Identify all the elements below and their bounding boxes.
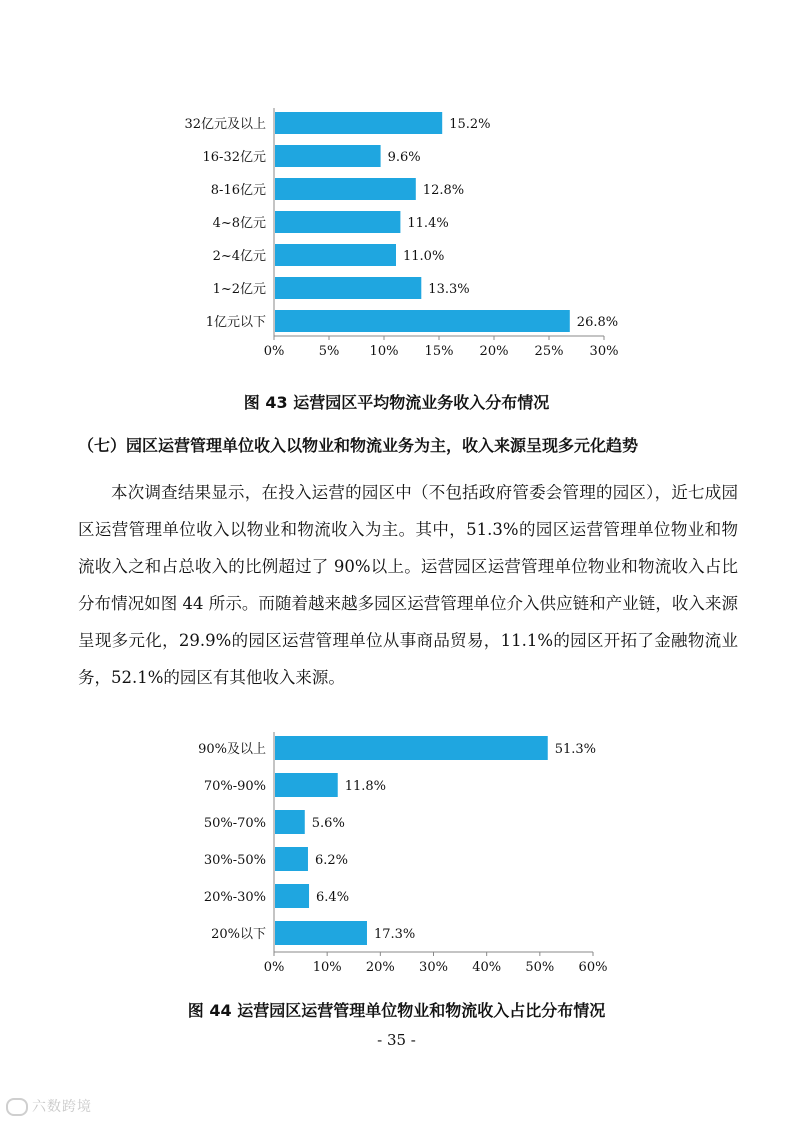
x-tick-label: 50% bbox=[525, 960, 555, 975]
watermark bbox=[6, 1096, 92, 1116]
data-label: 15.2% bbox=[449, 117, 491, 132]
category-label: 8-16亿元 bbox=[210, 183, 266, 198]
x-tick-label: 30% bbox=[419, 960, 448, 975]
data-label: 12.8% bbox=[422, 183, 465, 198]
data-label: 11.0% bbox=[403, 249, 445, 264]
x-tick-label: 20% bbox=[365, 960, 395, 975]
category-label: 1~2亿元 bbox=[212, 282, 266, 297]
category-label: 70%-90% bbox=[203, 779, 266, 794]
data-label: 11.8% bbox=[344, 779, 387, 794]
x-tick-label: 15% bbox=[424, 344, 454, 359]
bar bbox=[275, 884, 309, 908]
data-label: 13.3% bbox=[428, 282, 470, 297]
category-label: 20%以下 bbox=[211, 927, 266, 942]
x-tick-label: 5% bbox=[318, 344, 340, 359]
data-label: 51.3% bbox=[554, 742, 597, 757]
data-label: 6.2% bbox=[314, 853, 348, 868]
data-label: 26.8% bbox=[576, 315, 619, 330]
data-label: 9.6% bbox=[387, 150, 421, 165]
category-label: 16-32亿元 bbox=[202, 150, 266, 165]
bar bbox=[275, 736, 548, 760]
category-label: 2~4亿元 bbox=[212, 249, 266, 264]
category-label: 32亿元及以上 bbox=[184, 117, 266, 132]
page-number: - 35 - bbox=[377, 1031, 416, 1049]
x-tick-label: 30% bbox=[589, 344, 619, 359]
x-tick-label: 60% bbox=[578, 960, 608, 975]
watermark-text: 六数跨境 bbox=[32, 1099, 92, 1115]
x-tick-label: 0% bbox=[263, 344, 285, 359]
category-label: 90%及以上 bbox=[198, 742, 266, 757]
figure-44-caption: 图 44 运营园区运营管理单位物业和物流收入占比分布情况 bbox=[187, 1001, 606, 1020]
x-tick-label: 10% bbox=[369, 344, 399, 359]
x-tick-label: 10% bbox=[312, 960, 342, 975]
category-label: 20%-30% bbox=[203, 890, 266, 905]
bar bbox=[275, 810, 305, 834]
category-label: 1亿元以下 bbox=[205, 315, 266, 330]
x-tick-label: 20% bbox=[479, 344, 509, 359]
category-label: 4~8亿元 bbox=[212, 216, 266, 231]
section-heading: （七）园区运营管理单位收入以物业和物流业务为主，收入来源呈现多元化趋势 bbox=[78, 436, 639, 455]
x-tick-label: 0% bbox=[263, 960, 285, 975]
x-tick-label: 25% bbox=[534, 344, 564, 359]
data-label: 6.4% bbox=[316, 890, 350, 905]
category-label: 30%-50% bbox=[203, 853, 266, 868]
data-label: 5.6% bbox=[311, 816, 345, 831]
body-paragraph: 本次调查结果显示，在投入运营的园区中（不包括政府管委会管理的园区），近七成园区运营管理单位收入以物业和物流收入为主。其中，51.3%的园区运营管理单位物业和物流收入之和占总收入的比例超过了 90%以上。运营园区运营管理单位物业和物流收入占比分布情况如图 44 所示。而随着越来越多园区运营管理单位介入供应链和产业链，收入来源呈现多元化，29.9%的园区运营管理单位从事商品贸易，11.1%的园区开拓了金融物流业务，52.1%的园区有其他收入来源。 bbox=[78, 483, 738, 687]
watermark-logo-icon bbox=[6, 1098, 28, 1116]
bar bbox=[275, 773, 338, 797]
category-label: 50%-70% bbox=[203, 816, 266, 831]
bar bbox=[275, 921, 367, 945]
x-tick-label: 40% bbox=[472, 960, 502, 975]
bar bbox=[275, 847, 308, 871]
data-label: 17.3% bbox=[373, 927, 416, 942]
data-label: 11.4% bbox=[407, 216, 449, 231]
figure-43-caption: 图 43 运营园区平均物流业务收入分布情况 bbox=[243, 393, 550, 412]
